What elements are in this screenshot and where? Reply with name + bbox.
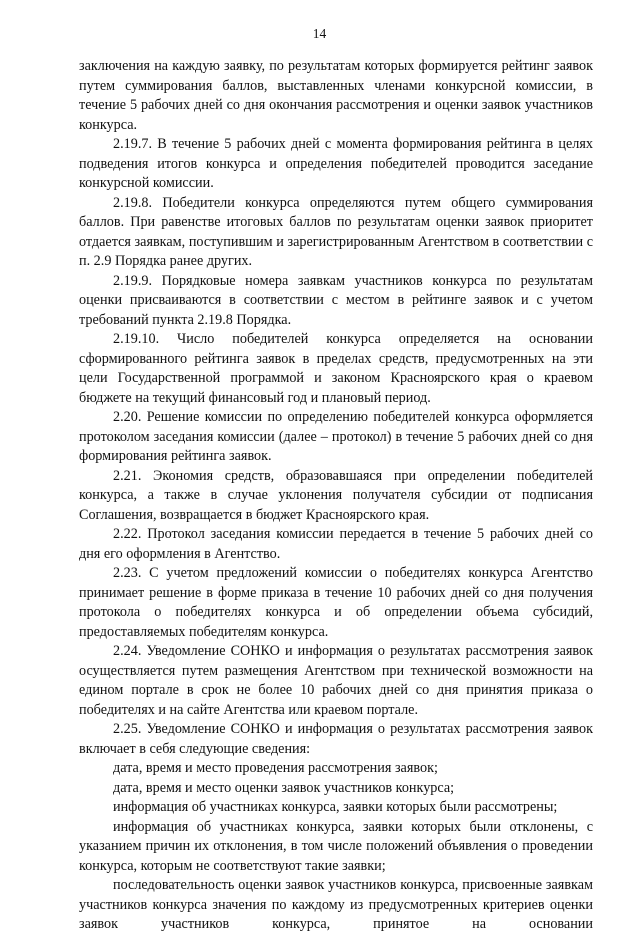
paragraph-continuation: заключения на каждую заявку, по результатам которых формируется рейтинг заявок путем суммирования баллов, выставленных членами конкурсной комиссии, в течение 5 рабочих дней со дня окончания рассмотрения и оценки заявок участников конкурса. — [79, 58, 593, 133]
list-item: информация об участниках конкурса, заявки которых были отклонены, с указанием причин их отклонения, в том числе положений объявления о проведении конкурса, которым не соответствуют такие заявки; — [79, 818, 593, 874]
paragraph-2-21: 2.21. Экономия средств, образовавшаяся при определении победителей конкурса, а также в случае уклонения получателя субсидии от подписания Соглашения, возвращается в бюджет Красноярского края. — [79, 467, 593, 523]
paragraph-2-25: 2.25. Уведомление СОНКО и информация о результатах рассмотрения заявок включает в себя следующие сведения: — [79, 721, 593, 757]
list-item: информация об участниках конкурса, заявки которых были рассмотрены; — [113, 799, 558, 815]
paragraph-2-19-8: 2.19.8. Победители конкурса определяются путем общего суммирования баллов. При равенстве итоговых баллов по результатам оценки заявок приоритет отдается заявкам, поступившим и зарегистрированным Агентством в соответствии с п. 2.9 Порядка ранее других. — [79, 194, 593, 269]
list-item: дата, время и место проведения рассмотрения заявок; — [113, 760, 438, 776]
list-item: дата, время и место оценки заявок участников конкурса; — [113, 779, 455, 796]
paragraph-2-23: 2.23. С учетом предложений комиссии о победителях конкурса Агентство принимает решение в форме приказа в течение 10 рабочих дней со дня получения протокола о победителях конкурса и об определении объема субсидий, предоставляемых победителям конкурса. — [79, 565, 593, 640]
paragraph-2-19-9: 2.19.9. Порядковые номера заявкам участников конкурса по результатам оценки присваиваются в соответствии с местом в рейтинге заявок и с учетом требований пункта 2.19.8 Порядка. — [79, 272, 593, 328]
document-body — [79, 57, 593, 935]
paragraph-2-22: 2.22. Протокол заседания комиссии передается в течение 5 рабочих дней со дня его оформления в Агентство. — [79, 526, 593, 562]
paragraph-2-19-7: 2.19.7. В течение 5 рабочих дней с момента формирования рейтинга в целях подведения итогов конкурса и определения победителей проводится заседание конкурсной комиссии. — [79, 136, 593, 191]
paragraph-2-19-10: 2.19.10. Число победителей конкурса определяется на основании сформированного рейтинга заявок в пределах средств, предусмотренных на эти цели Государственной программой и законом Красноярского края о краевом бюджете на текущий финансовый год и плановый период. — [79, 331, 593, 406]
paragraph-2-24: 2.24. Уведомление СОНКО и информация о результатах рассмотрения заявок осуществляется путем размещения Агентством при технической возможности на едином портале в срок не более 10 рабочих дней со дня принятия приказа о победителях и на сайте Агентства или краевом портале. — [79, 643, 593, 718]
page-number: 14 — [312, 26, 327, 41]
list-item: последовательность оценки заявок участников конкурса, присвоенные заявкам участников конкурса значения по каждому из предусмотренных критериев оценки заявок участников конкурса, принятое на основании — [79, 877, 593, 932]
paragraph-2-20: 2.20. Решение комиссии по определению победителей конкурса оформляется протоколом заседания комиссии (далее – протокол) в течение 5 рабочих дней со дня формирования рейтинга заявок. — [79, 409, 593, 464]
